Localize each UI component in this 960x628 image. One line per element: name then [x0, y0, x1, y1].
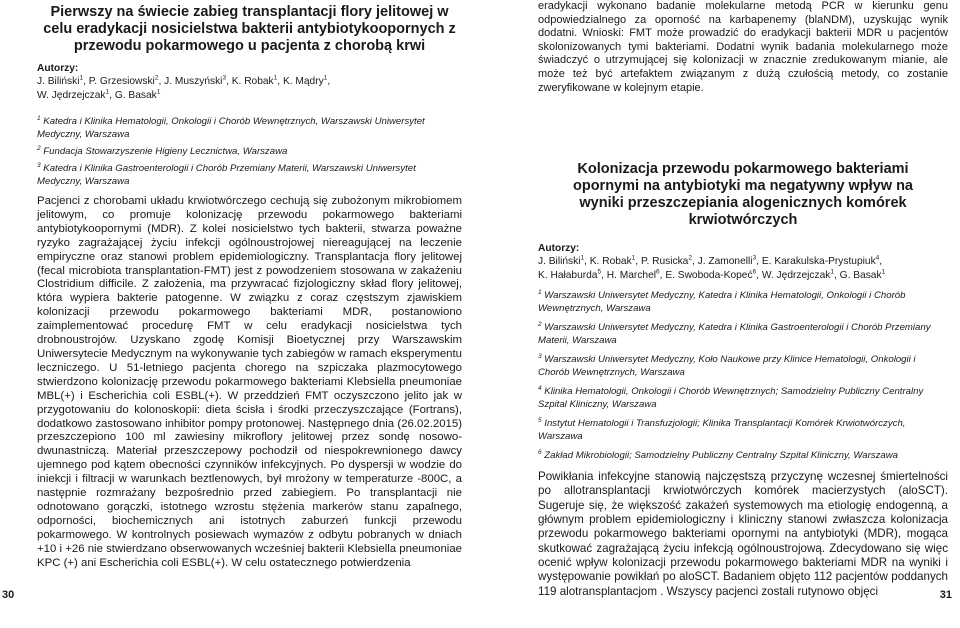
author: G. Basak — [839, 270, 882, 282]
author: J. Zamonelli — [697, 256, 753, 268]
continued-abstract-text: eradykacji wykonano badanie molekularne metodą PCR w kierunku genu odpowiedzialnego za oporność na karbapenemy (blaNDM), uzyskując wynik dodatni. Wnioski: FMT może prowadzić do eradykacji bakterii MDR u pacjentów skolonizowanych tymi bakteriami. Dodatni wynik badania molekularnego może świadczyć o utrzymującej się kolonizacji w znacznie zredukowanym mianie, ale może też być artefaktem związanym z dużą czułością metody, co zostanie zweryfikowane w kolejnym etapie. — [538, 0, 948, 94]
affiliation-text: Fundacja Stowarzyszenie Higieny Lecznictwa, Warszawa — [43, 146, 288, 157]
affiliation — [538, 449, 948, 462]
author-affiliation-number: 2 — [154, 74, 159, 82]
author-affiliation-number: 1 — [79, 74, 84, 82]
affiliation-number: 6 — [538, 448, 542, 456]
affiliation-number: 2 — [538, 320, 542, 328]
affiliation — [538, 353, 948, 379]
author-affiliation-number: 3 — [752, 254, 757, 262]
affiliation — [538, 289, 948, 315]
author: H. Marchel — [606, 270, 657, 282]
page-number-right: 31 — [939, 589, 952, 601]
affiliation-number: 4 — [538, 384, 542, 392]
affiliation — [37, 145, 462, 158]
author: E. Karakulska-Prystupiuk — [761, 256, 876, 268]
author: K. Mądry — [282, 76, 324, 87]
author-list: J. Biliński$^1$, P. Grzesiowski$^2$, J. Muszyński$^3$, K. Robak$^1$, K. Mądry$^1$, W. Jędrzejczak$^1$, G. Basak$^1$ — [37, 74, 331, 101]
affiliation-number: 5 — [538, 416, 542, 424]
affiliation-number: 3 — [37, 161, 41, 169]
affiliation-number: 3 — [538, 352, 542, 360]
author-affiliation-number: 4 — [875, 254, 880, 262]
author-affiliation-number: 1 — [631, 254, 636, 262]
affiliation-text: Instytut Hematologii i Transfuzjologii; Klinika Transplantacji Komórek Krwiotwórczych, Warszawa — [538, 418, 906, 443]
author-affiliation-number: 1 — [156, 88, 161, 96]
abstract-body: Powikłania infekcyjne stanowią najczęstszą przyczynę wczesnej śmiertelności po allotransplantacji krwiotwórczych komórek macierzystych (aloSCT). Sugeruje się, że większość zakażeń systemowych ma etiologię endogenną, a głównym problem epidemiologiczny i kliniczny stanowi zwłaszcza kolonizacja przewodu pokarmowego bakteriami opornymi na antybiotyki (MDR), mogąca skutkować zagrażającą życiu infekcją ogólnoustrojową. Zdecydowano się więc ocenić wpływ kolonizacji przewodu pokarmowego bakteriami MDR na wyniki i występowanie powikłań po aloSCT. Badaniem objęto 112 pacjentów poddanych 119 alotransplantacjom . Wszyscy pacjenci zostali rutynowo objęci — [538, 470, 948, 598]
affiliation — [37, 115, 462, 141]
article-title: Kolonizacja przewodu pokarmowego bakteriami opornymi na antybiotyki ma negatywny wpływ na wyniki przeszczepiania alogenicznych komórek krwiotwórczych — [572, 161, 913, 229]
author: E. Swoboda-Kopeć — [665, 270, 753, 282]
author-affiliation-number: 1 — [580, 254, 585, 262]
author-affiliation-number: 1 — [323, 74, 328, 82]
affiliation-text: Zakład Mikrobiologii; Samodzielny Publiczny Centralny Szpital Kliniczny, Warszawa — [544, 450, 898, 462]
author: G. Basak — [114, 90, 157, 101]
author-affiliation-number: 1 — [273, 74, 278, 82]
author-affiliation-number: 5 — [597, 268, 602, 276]
affiliation-text: Warszawski Uniwersytet Medyczny, Koło Naukowe przy Klinice Hematologii, Onkologii i Chorób Wewnętrznych, Warszawa — [538, 354, 916, 379]
affiliation — [538, 321, 948, 347]
authors-label: Autorzy: — [37, 63, 79, 74]
author: J. Muszyński — [164, 76, 223, 87]
author: P. Grzesiowski — [88, 76, 155, 87]
article-title: Pierwszy na świecie zabieg transplantacji flory jelitowej w celu eradykacji nosicielstwa bakterii antybiotykoopornych z przewodu pokarmowego u pacjenta z chorobą krwi — [43, 4, 456, 54]
author-affiliation-number: 1 — [830, 268, 834, 276]
affiliation-text: Katedra i Klinika Gastroenterologii i Chorób Przemiany Materii, Warszawski Uniwersytet Medyczny, Warszawa — [37, 163, 416, 187]
author-affiliation-number: 1 — [881, 268, 886, 276]
affiliation — [538, 385, 948, 411]
author-affiliation-number: 6 — [752, 268, 757, 276]
author: K. Robak — [589, 256, 632, 268]
affiliation — [538, 417, 948, 443]
affiliations — [538, 289, 948, 462]
right-column — [538, 0, 948, 599]
affiliation-text: Klinika Hematologii, Onkologii i Chorób Wewnętrznych; Samodzielny Publiczny Centralny Szpital Kliniczny, Warszawa — [538, 386, 924, 411]
author-list: J. Biliński$^1$, K. Robak$^1$, P. Rusicka$^2$, J. Zamonelli$^3$, E. Karakulska-Prystupiuk$^4$, K. Hałaburda$^5$, H. Marchel$^6$, E. Swoboda-Kopeć$^6$, W. Jędrzejczak$^1$, G. Basak$^1$ — [538, 254, 886, 282]
author: K. Robak — [231, 76, 274, 87]
author-affiliation-number: 1 — [105, 88, 110, 96]
authors-label: Autorzy: — [538, 243, 580, 255]
author: P. Rusicka — [640, 256, 689, 268]
author-affiliation-number: 3 — [222, 74, 227, 82]
affiliation-text: Warszawski Uniwersytet Medyczny, Katedra i Klinika Gastroenterologii i Chorób Przemiany Materii, Warszawa — [538, 322, 931, 347]
author-affiliation-number: 6 — [656, 268, 660, 276]
author: W. Jędrzejczak — [761, 270, 831, 282]
affiliation-text: Warszawski Uniwersytet Medyczny, Katedra i Klinika Hematologii, Onkologii i Chorób Wewnętrznych, Warszawa — [538, 290, 906, 315]
author: J. Biliński — [538, 256, 581, 268]
author: W. Jędrzejczak — [37, 90, 106, 101]
left-column — [37, 4, 462, 570]
affiliation-number: 2 — [37, 144, 41, 152]
abstract-body: Pacjenci z chorobami układu krwiotwórczego cechują się zubożonym mikrobiomem jelitowym, co promuje kolonizację przewodu pokarmowego bakteriami antybiotykoopornymi (MDR). Z kolei nosicielstwo tych bakterii, stwarza poważne ryzyko zagrażającej życiu infekcji ogólnoustrojowej niereagującej na leczenie empiryczne oraz stanowi problem epidemiologiczny. Transplantacja flory jelitowej (fecal microbiota transplantation-FMT) jest z powodzeniem stosowana w zakażeniu Clostridium difficile. Z założenia, ma przywracać fizjologiczny skład flory jelitowej, która wypiera bakterie patogenne. W związku z coraz częstszym zjawiskiem kolonizacji przewodu pokarmowego bakteriami MDR, postanowiono zaimplementować procedurę FMT w celu eradykacji nosicielstwa tych drobnoustrojów. Uzyskano zgodę Komisji Bioetycznej przy Warszawskim Uniwersytecie Medycznym na wykonywanie tych zabiegów w ramach eksperymentu leczniczego. U 51-letniego pacjenta chorego na szpiczaka plazmocytowego stwierdzono kolonizację przewodu pokarmowego bakteriami Klebsiella pneumoniae MBL(+) i Escherichia coli ESBL(+). W przeddzień FMT oczyszczono jelito jak w przygotowaniu do kolonoskopii: dieta ścisła i środki przeczyszczające (Fortrans), dodatkowo zastosowano inhibitor pompy protonowej. Następnego dnia (26.02.2015) przeszczepiono 100 ml zawiesiny mikroflory jelitowej przez sondę nosowo-dwunastniczą. Materiał przeszczepowy pochodził od niespokrewnionego dawcy ujemnego pod kątem obecności czynników infekcyjnych. Po dyspersji w wodzie do iniekcji i filtracji w warunkach beztlenowych, był mrożony w temperaturze -800C, a następnie rozmrażany bezpośrednio przed zabiegiem. Po transplantacji nie odnotowano gorączki, istotnego wzrostu stężenia markerów stanu zapalnego, odporności, biochemicznych ani istotnych zaburzeń funkcji przewodu pokarmowego. W kontrolnych posiewach wymazów z odbytu pobranych w dniach +10 i +26 nie stwierdzano obserwowanych wcześniej bakterii Klebsiella pneumoniae KPC (+) ani Escherichia coli ESBL(+). W celu ostatecznego potwierdzenia — [37, 195, 462, 569]
affiliation-number: 1 — [37, 114, 41, 122]
affiliation-number: 1 — [538, 288, 542, 296]
author-affiliation-number: 2 — [688, 254, 692, 262]
author: K. Hałaburda — [538, 270, 598, 282]
author: J. Biliński — [37, 76, 80, 87]
affiliation — [37, 162, 462, 188]
affiliations — [37, 115, 462, 188]
page-number-left: 30 — [2, 589, 15, 601]
affiliation-text: Katedra i Klinika Hematologii, Onkologii i Chorób Wewnętrznych, Warszawski Uniwersytet Medyczny, Warszawa — [37, 116, 425, 140]
